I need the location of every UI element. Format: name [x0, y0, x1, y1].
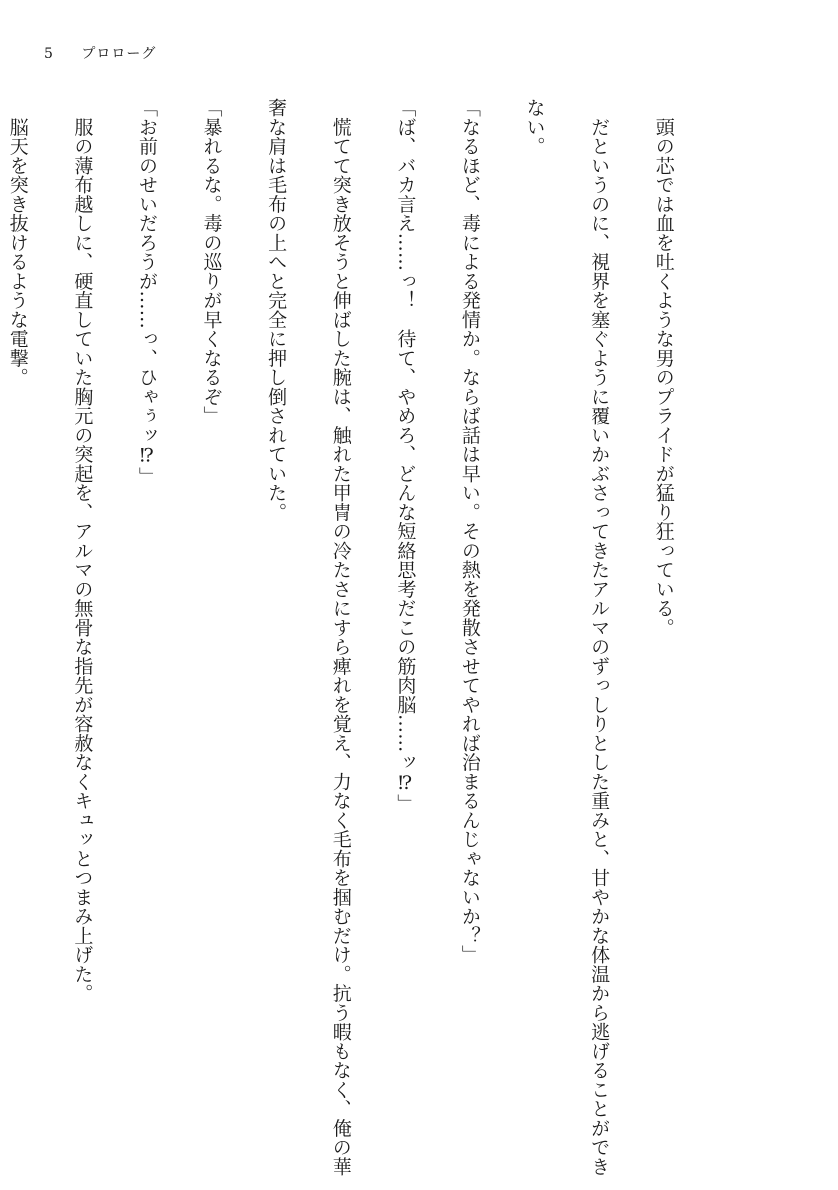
text-line: 「お前のせいだろうが……っ、ひゃぅッ⁉」 [135, 98, 158, 486]
text-line: 「暴れるな。毒の巡りが早くなるぞ」 [200, 98, 223, 426]
text-line: 頭の芯では血を吐くような男のプライドが猛り狂っている。 [652, 98, 675, 637]
text-line: 「ば、バカ言え……っ！ 待て、やめろ、どんな短絡思考だこの筋肉脳……ッ⁉」 [394, 98, 417, 814]
text-line: だというのに、視界を塞ぐように覆いかぶさってきたアルマのずっしりとした重みと、甘やかな体温から逃げることができ [588, 98, 611, 1176]
text-line: 奢な肩は毛布の上へと完全に押し倒されていた。 [265, 98, 288, 522]
text-line: 慌てて突き放そうと伸ばした腕は、触れた甲冑の冷たさにすら痺れを覚え、力なく毛布を掴むだけ。抗う暇もなく、俺の華 [329, 98, 352, 1176]
text-line: 「なるほど、毒による発情か。ならば話は早い。その熱を発散させてやれば治まるんじゃないか？」 [458, 98, 481, 965]
novel-body-text [6, 98, 712, 1176]
text-line: ない。 [523, 98, 546, 156]
page-header [44, 44, 156, 64]
text-line: 脳天を突き抜けるような電撃。 [6, 98, 29, 387]
chapter-title: プロローグ [81, 46, 157, 62]
text-line: 服の薄布越しに、硬直していた胸元の突起を、アルマの無骨な指先が容赦なくキュッとつまみ上げた。 [71, 98, 94, 1003]
page-number: 5 [44, 46, 54, 62]
